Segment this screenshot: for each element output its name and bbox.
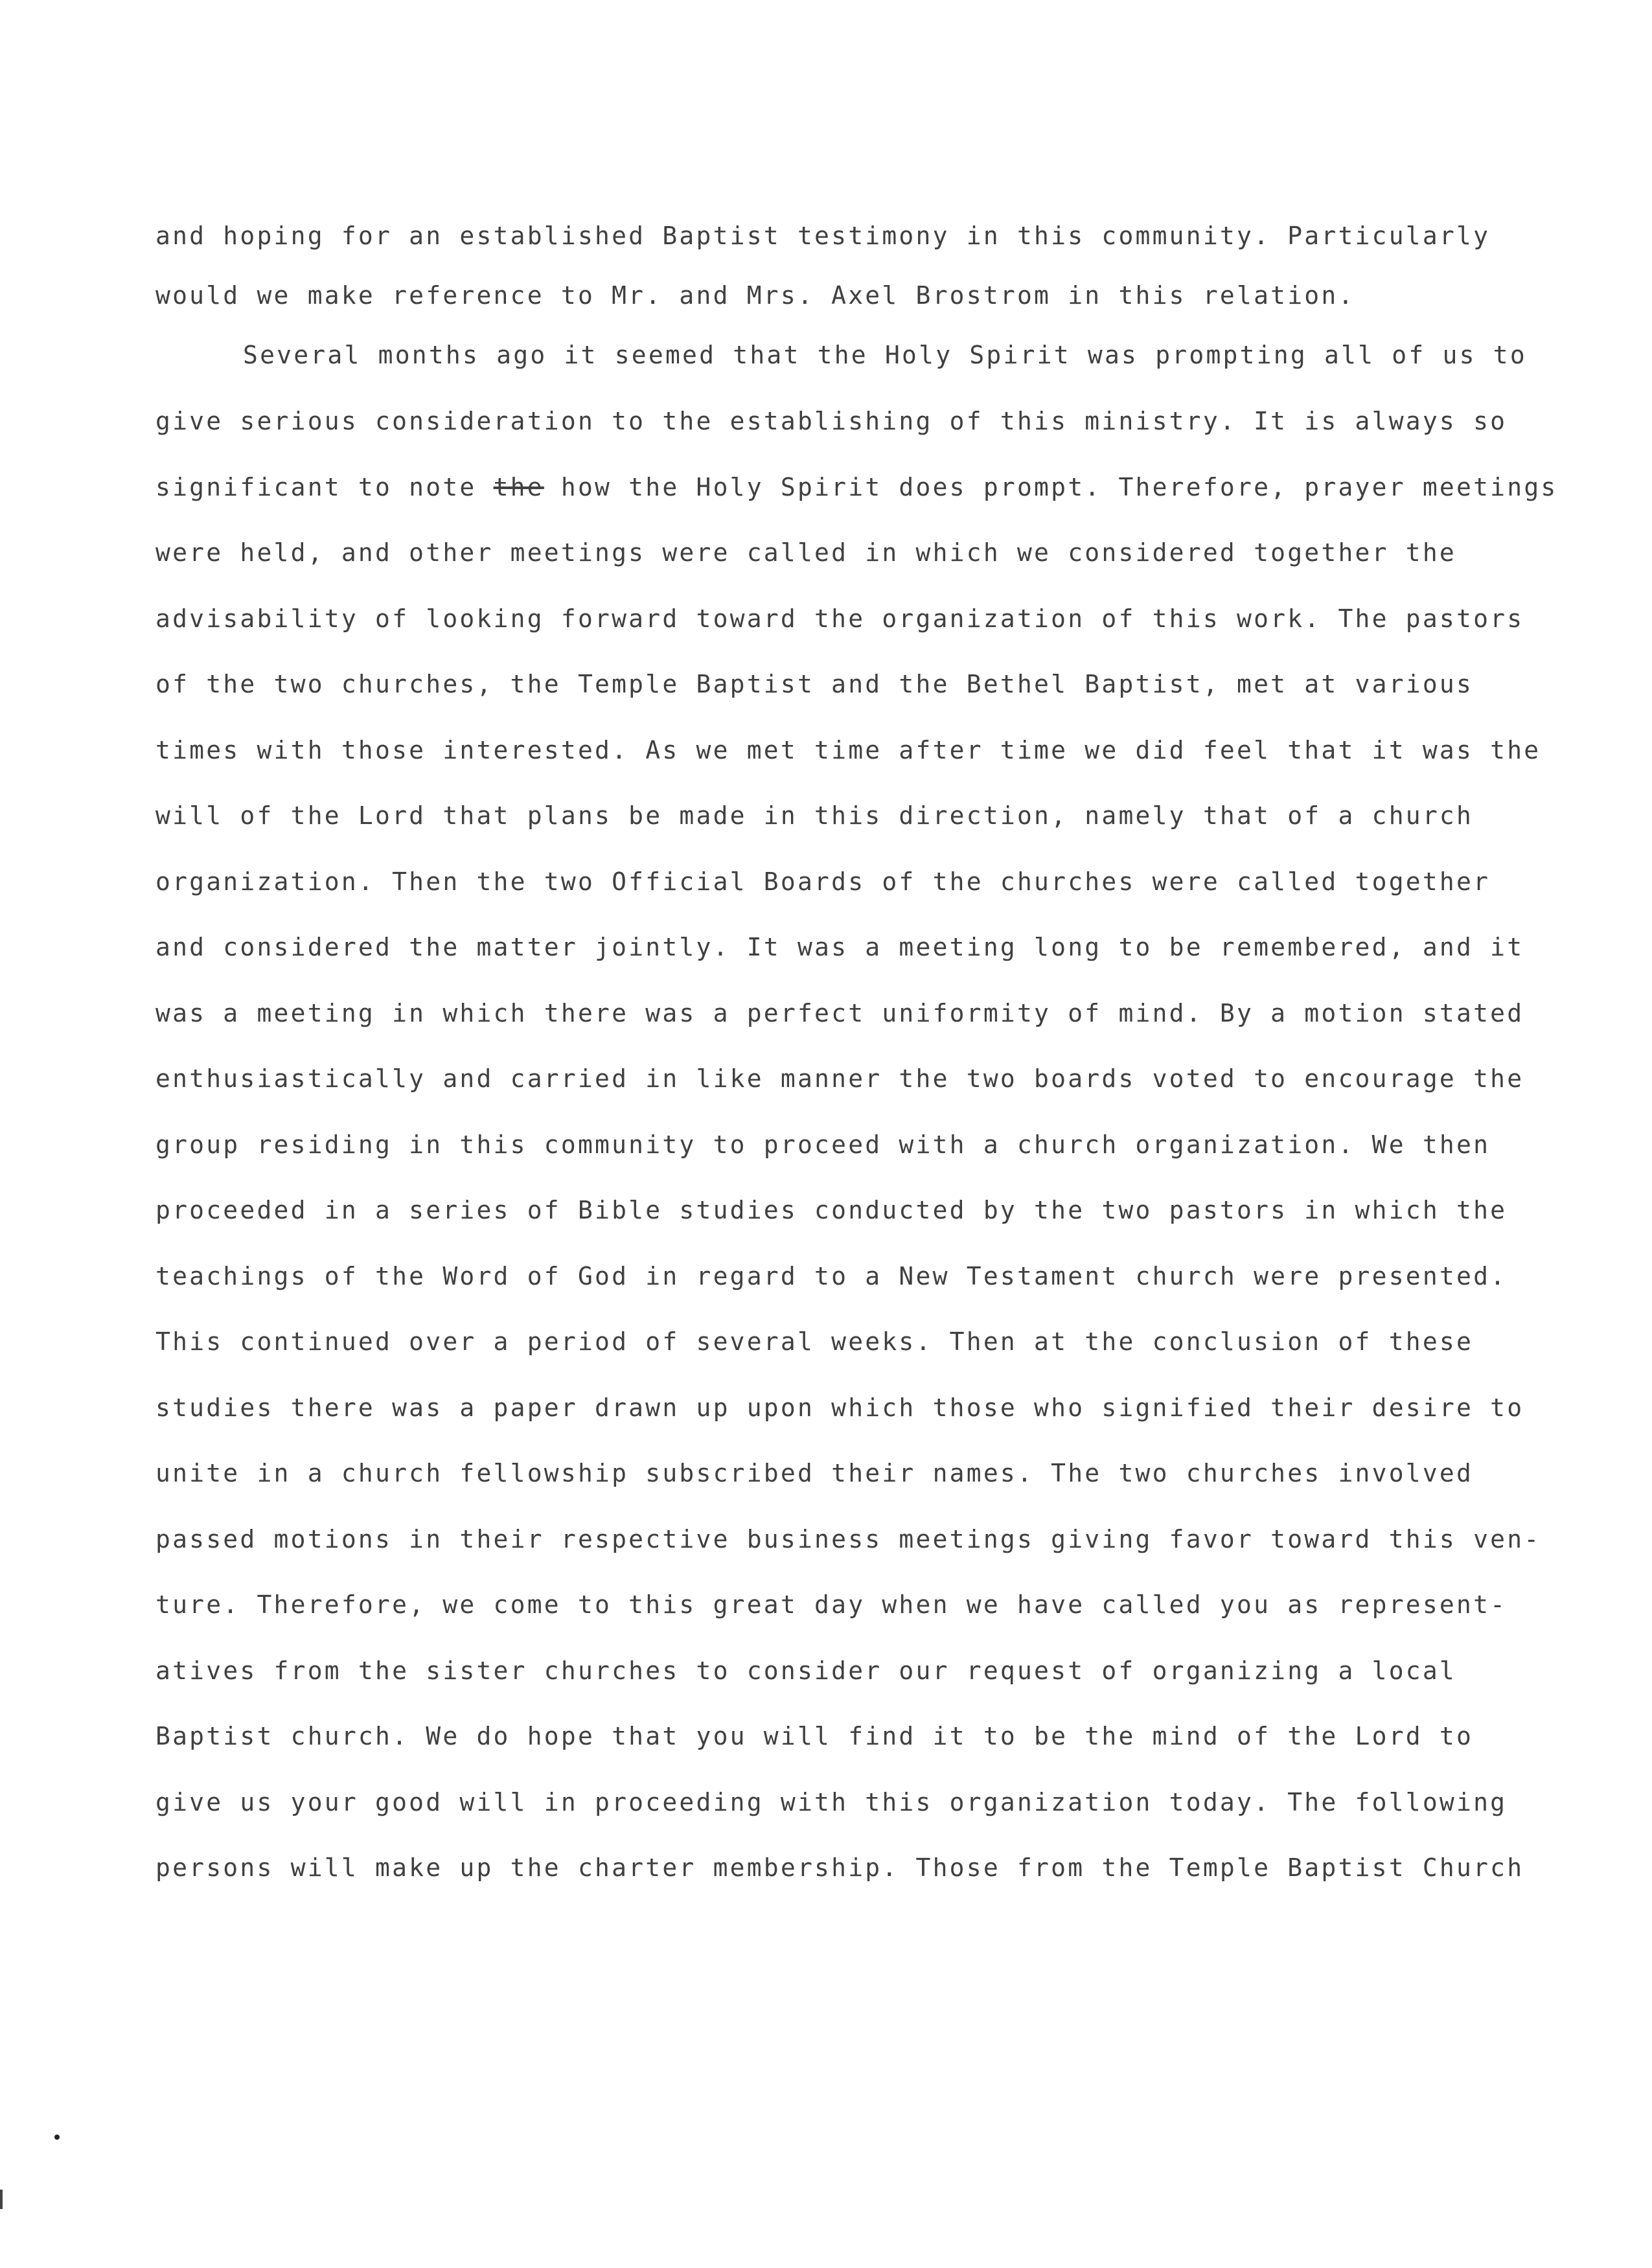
text-line-5-start: significant to note (155, 473, 477, 501)
scan-edge-mark (0, 2190, 3, 2209)
ink-speck (54, 2135, 60, 2140)
text-line-4: give serious consideration to the establishing of this ministry. It is always so (155, 407, 1508, 435)
text-line-19: studies there was a paper drawn up upon which those who signified their desire to (155, 1393, 1524, 1422)
text-line-15: group residing in this community to proceed with a church organization. We then (155, 1130, 1491, 1159)
text-line-11: organization. Then the two Official Boards of the churches were called together (155, 867, 1491, 896)
text-line-3: Several months ago it seemed that the Holy Spirit was prompting all of us to (243, 341, 1527, 369)
text-line-18: This continued over a period of several weeks. Then at the conclusion of these (155, 1327, 1474, 1356)
text-line-24: Baptist church. We do hope that you will find it to be the mind of the Lord to (155, 1722, 1474, 1750)
text-line-10: will of the Lord that plans be made in this direction, namely that of a church (155, 801, 1474, 830)
text-line-8: of the two churches, the Temple Baptist and the Bethel Baptist, met at various (155, 670, 1474, 698)
text-line-7: advisability of looking forward toward the organization of this work. The pastors (155, 604, 1524, 633)
text-line-20: unite in a church fellowship subscribed their names. The two churches involved (155, 1459, 1474, 1487)
text-line-6: were held, and other meetings were called in which we considered together the (155, 538, 1457, 567)
text-line-21: passed motions in their respective business meetings giving favor toward this ven- (155, 1525, 1541, 1553)
text-line-17: teachings of the Word of God in regard to a New Testament church were presented. (155, 1262, 1508, 1290)
text-line-13: was a meeting in which there was a perfect uniformity of mind. By a motion stated (155, 999, 1524, 1027)
text-line-25: give us your good will in proceeding with this organization today. The following (155, 1788, 1508, 1816)
text-line-26: persons will make up the charter membership. Those from the Temple Baptist Church (155, 1853, 1524, 1882)
text-line-14: enthusiastically and carried in like manner the two boards voted to encourage the (155, 1064, 1524, 1093)
text-line-1: and hoping for an established Baptist testimony in this community. Particularly (155, 222, 1491, 250)
text-line-9: times with those interested. As we met time after time we did feel that it was the (155, 736, 1541, 764)
text-line-23: atives from the sister churches to consider our request of organizing a local (155, 1656, 1457, 1685)
text-line-5-end: how the Holy Spirit does prompt. Therefore, prayer meetings (560, 473, 1558, 501)
struck-word: the (493, 473, 544, 501)
text-line-12: and considered the matter jointly. It was a meeting long to be remembered, and it (155, 933, 1524, 961)
text-line-2: would we make reference to Mr. and Mrs. Axel Brostrom in this relation. (155, 281, 1355, 310)
text-line-5 (155, 475, 1557, 499)
text-line-16: proceeded in a series of Bible studies conducted by the two pastors in which the (155, 1196, 1508, 1224)
text-line-22: ture. Therefore, we come to this great day when we have called you as represent- (155, 1590, 1508, 1619)
